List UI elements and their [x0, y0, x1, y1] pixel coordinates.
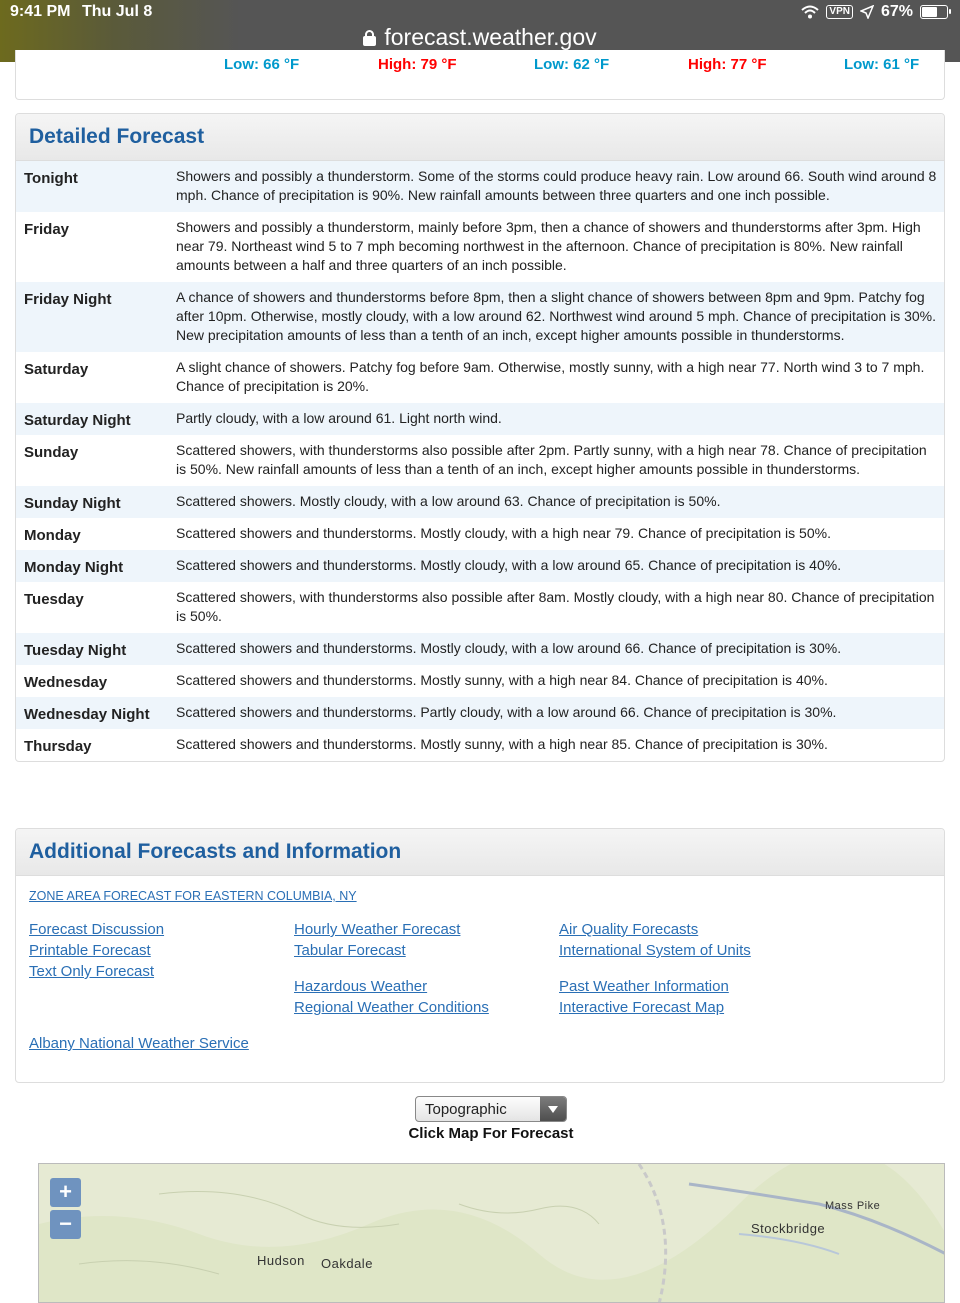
forecast-period: Tuesday [24, 591, 84, 608]
temperature-row [16, 56, 944, 74]
hourly-weather-forecast-link[interactable]: Hourly Weather Forecast [294, 921, 461, 938]
regional-weather-conditions-link[interactable]: Regional Weather Conditions [294, 999, 489, 1016]
forecast-map[interactable] [38, 1163, 945, 1303]
forecast-text: Scattered showers and thunderstorms. Mostly sunny, with a high near 85. Chance of precipitation is 30%. [176, 736, 828, 752]
forecast-text: Scattered showers and thunderstorms. Mostly cloudy, with a high near 79. Chance of precipitation is 50%. [176, 525, 831, 541]
temp-label: Low: 61 °F [844, 56, 920, 73]
chevron-down-icon [540, 1097, 566, 1121]
forecast-row [16, 550, 944, 582]
zoom-in-button[interactable]: + [50, 1178, 81, 1207]
location-arrow-icon [860, 5, 874, 19]
map-caption: Click Map For Forecast [408, 1125, 574, 1142]
forecast-period: Tuesday Night [24, 642, 127, 659]
temp-label: High: 79 °F [378, 56, 457, 73]
forecast-text: Scattered showers, with thunderstorms also possible after 2pm. Partly sunny, with a high near 78. Chance of precipitation is 50%. New rainfall amounts of less than a tenth of an inch, except higher amounts possible in thunderstorms. [176, 442, 927, 477]
forecast-row [16, 633, 944, 665]
forecast-period: Friday Night [24, 291, 112, 308]
forecast-text: Scattered showers. Mostly cloudy, with a low around 63. Chance of precipitation is 50%. [176, 493, 721, 509]
forecast-summary-panel [15, 50, 945, 100]
detailed-forecast-panel [15, 113, 945, 762]
forecast-text: Partly cloudy, with a low around 61. Light north wind. [176, 410, 502, 426]
forecast-row [16, 212, 944, 282]
forecast-row [16, 435, 944, 486]
url-text: forecast.weather.gov [384, 24, 597, 50]
forecast-text: Showers and possibly a thunderstorm. Some of the storms could produce heavy rain. Low around 66. South wind around 8 mph. Chance of precipitation is 90%. New rainfall amounts between three quarters and one inch possible. [176, 168, 937, 203]
map-layer-select[interactable] [415, 1096, 567, 1122]
printable-forecast-link[interactable]: Printable Forecast [29, 942, 151, 959]
forecast-text: Scattered showers, with thunderstorms also possible after 8am. Mostly cloudy, with a high near 80. Chance of precipitation is 50%. [176, 589, 935, 624]
forecast-period: Saturday Night [24, 412, 131, 429]
map-label-mass-pike: Mass Pike [825, 1200, 881, 1212]
forecast-text: Showers and possibly a thunderstorm, mainly before 3pm, then a chance of showers and thunderstorms after 3pm. High near 79. Northeast wind 5 to 7 mph becoming northwest in the afternoon. Chance of precipitation is 80%. New rainfall amounts between a half and three quarters of an inch possible. [176, 219, 921, 273]
map-label-hudson: Hudson [257, 1253, 305, 1268]
zone-area-forecast-link[interactable]: ZONE AREA FORECAST FOR EASTERN COLUMBIA, NY [29, 889, 357, 903]
forecast-row [16, 352, 944, 403]
lock-icon [363, 30, 376, 46]
map-label-oakdale: Oakdale [321, 1256, 373, 1271]
forecast-row [16, 518, 944, 550]
battery-percent: 67% [880, 3, 913, 20]
address-bar[interactable] [0, 24, 960, 51]
forecast-text: Scattered showers and thunderstorms. Mostly cloudy, with a low around 66. Chance of precipitation is 30%. [176, 640, 842, 656]
map-layer-select-value: Topographic [425, 1101, 507, 1118]
detailed-forecast-title: Detailed Forecast [16, 114, 944, 161]
temp-label: Low: 66 °F [224, 56, 300, 73]
forecast-row [16, 403, 944, 435]
forecast-text: A chance of showers and thunderstorms before 8pm, then a slight chance of showers between 8pm and 9pm. Patchy fog after 10pm. Otherwise, mostly cloudy, with a low around 62. Northwest wind around 5 mph. Chance of precipitation is 30%. New precipitation amounts of less than a tenth of an inch, except higher amounts possible in thunderstorms. [176, 289, 937, 343]
additional-forecasts-panel [15, 828, 945, 1083]
status-indicators [801, 3, 948, 21]
past-weather-information-link[interactable]: Past Weather Information [559, 978, 729, 995]
forecast-row [16, 729, 944, 761]
temp-label: High: 77 °F [688, 56, 767, 73]
status-time: 9:41 PM [10, 3, 71, 20]
forecast-row [16, 486, 944, 518]
forecast-period: Friday [24, 221, 70, 238]
wifi-icon [801, 5, 819, 19]
forecast-period: Monday [24, 527, 81, 544]
forecast-period: Monday Night [24, 559, 124, 576]
text-only-forecast-link[interactable]: Text Only Forecast [29, 963, 155, 980]
forecast-row [16, 665, 944, 697]
forecast-row [16, 582, 944, 633]
forecast-text: A slight chance of showers. Patchy fog before 9am. Otherwise, mostly sunny, with a high near 77. North wind 3 to 7 mph. Chance of precipitation is 20%. [176, 359, 925, 394]
international-system-of-units-link[interactable]: International System of Units [559, 942, 751, 959]
forecast-text: Scattered showers and thunderstorms. Mostly sunny, with a high near 84. Chance of precipitation is 40%. [176, 672, 828, 688]
forecast-row [16, 697, 944, 729]
forecast-text: Scattered showers and thunderstorms. Mostly cloudy, with a low around 65. Chance of precipitation is 40%. [176, 557, 842, 573]
forecast-period: Sunday [24, 444, 79, 461]
forecast-period: Wednesday Night [24, 706, 150, 723]
tabular-forecast-link[interactable]: Tabular Forecast [294, 942, 406, 959]
status-date: Thu Jul 8 [82, 3, 153, 20]
albany-nws-link[interactable]: Albany National Weather Service [29, 1035, 249, 1052]
interactive-forecast-map-link[interactable]: Interactive Forecast Map [559, 999, 725, 1016]
links-section [16, 876, 944, 1082]
forecast-period: Tonight [24, 170, 78, 187]
forecast-row [16, 161, 944, 212]
forecast-period: Thursday [24, 738, 92, 755]
forecast-period: Sunday Night [24, 495, 121, 512]
zoom-out-button[interactable]: − [50, 1210, 81, 1239]
map-label-stockbridge: Stockbridge [751, 1221, 826, 1236]
additional-forecasts-title: Additional Forecasts and Information [16, 829, 944, 876]
hazardous-weather-link[interactable]: Hazardous Weather [294, 978, 428, 995]
air-quality-forecasts-link[interactable]: Air Quality Forecasts [559, 921, 699, 938]
forecast-text: Scattered showers and thunderstorms. Partly cloudy, with a low around 66. Chance of precipitation is 30%. [176, 704, 837, 720]
battery-icon [920, 5, 948, 19]
vpn-badge: VPN [826, 5, 853, 19]
temp-label: Low: 62 °F [534, 56, 610, 73]
forecast-table [16, 161, 944, 761]
forecast-discussion-link[interactable]: Forecast Discussion [29, 921, 165, 938]
forecast-row [16, 282, 944, 352]
forecast-period: Wednesday [24, 674, 108, 691]
forecast-period: Saturday [24, 361, 89, 378]
battery-level [922, 7, 937, 17]
